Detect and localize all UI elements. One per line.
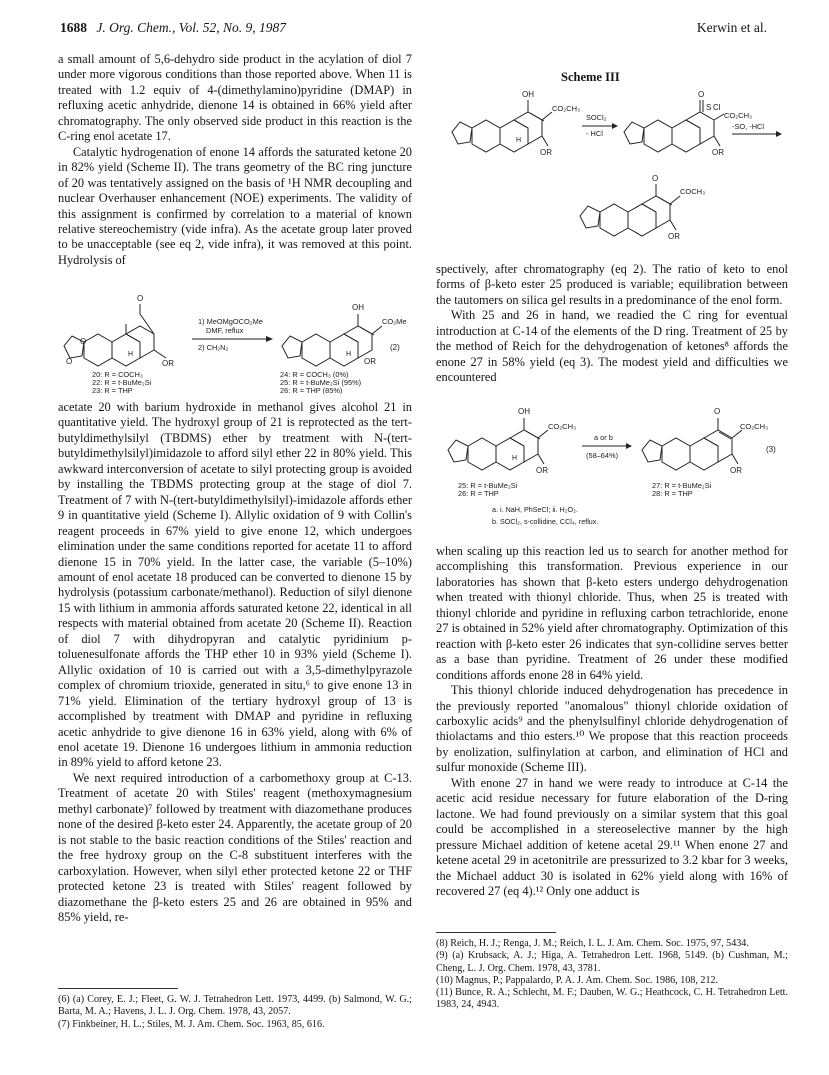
running-header [60, 20, 286, 36]
reagent-note-b: b. SOCl₂, s-collidine, CCl₄, reflux. [492, 517, 599, 526]
paragraph: With enone 27 in hand we were ready to introduce at C-14 the acetic acid residue necessary for future elaboration of the D-ring lactone. We had found previously on a similar system that this goal could be accomplished in a stereoselective manner by the high pressure Michael addition of ketene acetal 29.¹¹ When enone 27 and ketene acetal 29 in acetonitrile are pressurized to 3.2 kbar for 3 weeks, the Michael adduct 30 is isolated in 62% yield along with 16% of recovered 27 (eq 4).¹² Only one adduct is [436, 775, 788, 898]
h-label: H [512, 455, 518, 462]
atom-label: O [66, 357, 73, 366]
enone-product-structure [580, 184, 680, 236]
paragraph: Catalytic hydrogenation of enone 14 affords the saturated ketone 20 in 82% yield (Scheme II). The trans geometry of the BC ring juncture of 20 was tentatively assigned on the basis of ¹H NMR decoupling and nuclear Overhauser enhancement (NOE) experiments. The validity of this assignment is confirmed by correlation to a material of known relative stereochemistry (vide infra). As the acetate group later proved to be unacceptable (see eq 2, vide infra), it was removed at this point. Hydrolysis of [58, 144, 412, 267]
compound-label: 24: R = COCH₃ (0%) [280, 370, 349, 379]
ester-label: CO₂Me [382, 317, 407, 326]
footnote: (8) Reich, H. J.; Renga, J. M.; Reich, I. L. J. Am. Chem. Soc. 1975, 97, 5434. [436, 938, 749, 949]
chlorine-label: Cl [713, 103, 721, 112]
equation-number: (2) [390, 343, 400, 352]
reagent-choice: a or b [594, 433, 613, 442]
ester-label: CO₂CH₃ [552, 104, 581, 113]
compound-label: 27: R = t-BuMe₂Si [652, 481, 712, 490]
compound-label: 25: R = t-BuMe₂Si (95%) [280, 378, 362, 387]
footnote: (11) Bunce, R. A.; Schlecht, M. F.; Dauben, W. G.; Heathcock, C. H. Tetrahedron Lett. 1983, 24, 4943. [436, 987, 788, 1011]
paragraph: We next required introduction of a carbomethoxy group at C-13. Treatment of acetate 20 with Stiles' reagent (methoxymagnesium methyl carbonate)⁷ followed by treatment with diazomethane produces none of the desired β-keto ester 24. Apparently, the acetate group of 20 is not stable to the basic reaction conditions of the Stiles' reaction and the free hydroxy group on the C-8 substituent interferes with the carboxylation. However, when silyl ether protected ketone 22 or THF protected ketone 23 is treated with Stiles' reagent followed by diazomethane the β-keto esters 25 and 26 are obtained in 95% and 85% yield, re- [58, 770, 412, 924]
footnote-rule [58, 988, 178, 989]
footnote: (7) Finkbeiner, H. L.; Stiles, M. J. Am. Chem. Soc. 1963, 85, 616. [58, 1018, 325, 1030]
compound-label: 20: R = COCH₃ [92, 370, 143, 379]
or-label: OR [536, 466, 548, 475]
keto-ester-structure [448, 418, 548, 470]
left-column-top [58, 52, 412, 268]
paragraph: a small amount of 5,6-dehydro side product in the acylation of diol 7 under more vigorous conditions than those reported above. When 11 is treated with 1.2 equiv of 4-(dimethylamino)pyridine (DMAP) in refluxing acetic anhydride, dienone 14 is obtained in 66% yield after chromatography. The only observed side product in this reaction is the C-ring enol acetate 17. [58, 52, 412, 144]
or-label: OR [540, 148, 552, 157]
equation-2-figure [58, 284, 412, 394]
scheme-iii-figure [436, 84, 788, 254]
journal-citation: J. Org. Chem., Vol. 52, No. 9, 1987 [96, 20, 286, 35]
reagent-step-1: 1) MeOMgOCO₂Me [198, 317, 263, 326]
footnote: (6) (a) Corey, E. J.; Fleet, G. W. J. Tetrahedron Lett. 1973, 4499. (b) Salmond, W. G.; Barta, M. A.; Havens, J. L. J. Org. Chem. 1978, 43, 2057. [58, 994, 412, 1018]
paragraph: acetate 20 with barium hydroxide in methanol gives alcohol 21 in quantitative yield. The hydroxyl group of 21 is reprotected as the tert-butyldimethylsilyl (TBDMS) ether by treatment with N-(tert-butyldimethylsilyl)imidazole to afford silyl ether 22 in 80% yield. This awkward interconversion of acetate to silyl protecting group is avoided by installing the TBDMS protecting group at the stage of diol 7. Treatment of 7 with N-(tert-butyldimethylsilyl)-imidazole affords ether 9 in quantitative yield (Scheme I). Allylic oxidation of 9 with Collin's reagent proceeds in 67% yield to give enone 12, which undergoes elimination under the same conditions reported for acetate 11 to afford dienone 15 in 70% yield. In the latter case, the variable (5–10%) amount of enol acetate 18 produced can be converted to dienone 15 by hydrolysis (potassium carbonate/methanol). Reduction of silyl dienone 15 with lithium in ammonia affords saturated ketone 22, identical in all respects with material obtained from acetate 20 (Scheme II). Reaction of diol 7 with dihydropyran and catalytic pyridinium p-toluenesulfonate affords the THP ether 10 in 93% yield (Scheme I). Allylic oxidation of 10 is carried out with a 3,5-dimethylpyrazole complex of chromium trioxide, generated in situ,⁶ to give enone 13 in 71% yield. Elimination of the tertiary hydroxyl group of 13 is accomplished by treatment with DMAP and pyridine in refluxing acetic anhydride to give dienone 16 in 63% yield, along with 6% of enol acetate 19. Dienone 16 undergoes lithium in ammonia reduction in 89% yield to afford ketone 23. [58, 400, 412, 770]
scheme-title: Scheme III [561, 70, 620, 84]
enone-structure [642, 418, 742, 470]
reagent-step-2: 2) CH₂N₂ [198, 343, 229, 352]
hydroxyl-label: OH [522, 90, 534, 99]
paragraph: This thionyl chloride induced dehydrogenation has precedence in the previously reported "anomalous" thionyl chloride oxidation of carboxylic acids⁹ and the phenylsulfinyl chloride dehydrogenation of thiolactams and thio esters.¹⁰ We propose that this reaction proceeds by enolization, sulfinylation at carbon, and elimination of HCl and sulfur monoxide (Scheme III). [436, 683, 788, 775]
equation-2-structures [58, 284, 412, 394]
yield-range: (58–64%) [586, 451, 619, 460]
footnotes-left [58, 994, 412, 1031]
or-label: OR [162, 359, 174, 368]
compound-label: 25: R = t-BuMe₂Si [458, 481, 518, 490]
right-column-top [436, 262, 788, 386]
or-label: OR [364, 357, 376, 366]
compound-label: 23: R = THP [92, 386, 133, 394]
h-label: H [128, 351, 134, 358]
starting-ketone-structure [64, 304, 166, 366]
paragraph: With 25 and 26 in hand, we readied the C ring for eventual introduction at C-14 of the elements of the D ring. Treatment of 25 by the method of Reich for the dehydrogenation of ketones⁸ affords the enone 27 in 58% yield (eq 3). The modest yield and difficulties we encountered [436, 308, 788, 385]
right-column-bottom [436, 544, 788, 899]
reagent-top: SOCl₂ [586, 113, 607, 122]
footnote-rule [436, 932, 556, 933]
acetyl-label: COCH₃ [680, 187, 706, 196]
arrow-head [612, 123, 618, 129]
ester-label: CO₂CH₃ [548, 422, 577, 431]
atom-label: O [80, 337, 87, 346]
ester-label: CO₂CH₃ [724, 111, 753, 120]
equation-number: (3) [766, 445, 776, 454]
footnotes-right [436, 938, 788, 1012]
or-label: OR [730, 466, 742, 475]
paragraph: when scaling up this reaction led us to search for another method for accomplishing this transformation. Previous experience in our laboratories has shown that β-keto esters undergo dehydrogenation when treated with thionyl chloride. Thus, when 25 is treated with thionyl chloride and pyridine in refluxing carbon tetrachloride, enone 27 is obtained in 52% yield after chromatography. Optimization of this reaction with β-keto ester 26 indicates that syn-collidine serves better as a base than pyridine. Treatment of 26 under these modified conditions affords enone 28 in 64% yield. [436, 544, 788, 682]
reagent-2: -SO, -HCl [732, 122, 765, 131]
ketone-label: O [714, 407, 721, 416]
arrow-head [266, 336, 273, 342]
arrow-head [626, 443, 632, 449]
or-label: OR [712, 148, 724, 157]
compound-label: 26: R = THP (85%) [280, 386, 343, 394]
equation-3-figure [436, 392, 788, 536]
h-label: H [516, 137, 522, 144]
oxo-label: O [698, 90, 705, 99]
footnote: (10) Magnus, P.; Pappalardo, P. A. J. Am. Chem. Soc. 1986, 108, 212. [436, 974, 719, 986]
scheme-iii-structures [436, 84, 788, 254]
author-header: Kerwin et al. [696, 20, 767, 35]
or-label: OR [668, 232, 680, 241]
equation-3-structures [436, 392, 788, 536]
reagent-condition: DMF, reflux [206, 326, 244, 335]
reagent-note-a: a. i. NaH, PhSeCl; ii. H₂O₂. [492, 505, 578, 514]
hydroxyl-label: OH [518, 407, 530, 416]
ester-label: CO₂CH₃ [740, 422, 769, 431]
compound-label: 26: R = THP [458, 489, 499, 498]
ketone-label: O [652, 174, 659, 183]
ketone-label: O [137, 294, 144, 303]
footnote: (9) (a) Krubsack, A. J.; Higa, A. Tetrahedron Lett. 1968, 5149. (b) Cushman, M.; Cheng, L. J. Org. Chem. 1978, 43, 3781. [436, 950, 788, 974]
compound-label: 28: R = THP [652, 489, 693, 498]
enol-structure [452, 100, 552, 152]
h-label: H [346, 351, 352, 358]
sulfur-label: S [706, 103, 712, 112]
arrow-head [776, 131, 782, 137]
reagent-bottom: - HCl [586, 129, 603, 138]
paragraph: spectively, after chromatography (eq 2). The ratio of keto to enol forms of β-keto ester 25 produced is variable; equilibration between the tautomers on silica gel results in a predominance of the enol form. [436, 262, 788, 307]
left-column-bottom [58, 400, 412, 925]
hydroxyl-label: OH [352, 303, 364, 312]
compound-label: 22: R = t-BuMe₂Si [92, 378, 152, 387]
page-number: 1688 [60, 20, 87, 35]
